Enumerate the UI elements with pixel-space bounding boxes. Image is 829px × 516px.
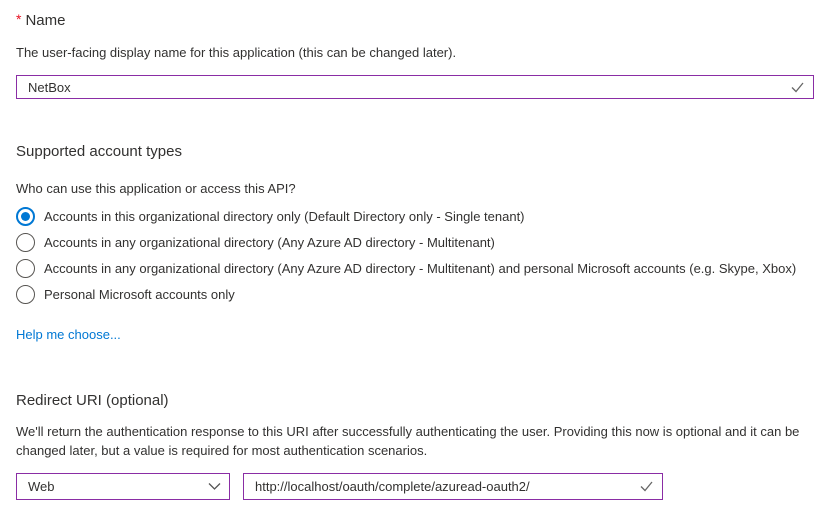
radio-label: Personal Microsoft accounts only [44, 286, 235, 302]
radio-button-selected-icon [16, 207, 35, 226]
redirect-uri-input-value: http://localhost/oauth/complete/azuread-oauth2/ [255, 479, 530, 494]
radio-option-multitenant-personal[interactable] [16, 255, 796, 281]
redirect-uri-input[interactable] [243, 473, 663, 500]
check-icon [639, 480, 654, 493]
chevron-down-icon [208, 482, 221, 491]
redirect-uri-description: We'll return the authentication response to this URI after successfully authenticating the user. Providing this now is optional and it can be changed later, but a value is required for most authentication scenarios. [16, 424, 800, 458]
required-asterisk: * [16, 11, 22, 27]
radio-button-icon [16, 285, 35, 304]
radio-option-multitenant[interactable] [16, 229, 495, 255]
help-me-choose-link[interactable]: Help me choose... [16, 327, 121, 342]
radio-button-icon [16, 259, 35, 278]
check-icon [790, 81, 805, 94]
radio-label: Accounts in any organizational directory (Any Azure AD directory - Multitenant) and personal Microsoft accounts (e.g. Skype, Xbox) [44, 260, 797, 276]
radio-option-single-tenant[interactable] [16, 203, 525, 229]
name-input-value: NetBox [28, 79, 71, 95]
redirect-uri-title: Redirect URI (optional) [16, 392, 169, 409]
name-input[interactable] [16, 75, 814, 99]
platform-dropdown[interactable] [16, 473, 230, 500]
radio-label: Accounts in this organizational directory only (Default Directory only - Single tenant) [44, 208, 525, 224]
name-section-title [16, 10, 65, 31]
account-types-question: Who can use this application or access this API? [16, 181, 296, 196]
platform-dropdown-value: Web [28, 479, 55, 494]
radio-label: Accounts in any organizational directory (Any Azure AD directory - Multitenant) [44, 234, 495, 250]
radio-button-icon [16, 233, 35, 252]
name-description: The user-facing display name for this application (this can be changed later). [16, 45, 457, 60]
radio-option-personal-only[interactable] [16, 281, 235, 307]
account-types-title: Supported account types [16, 143, 182, 160]
name-title-text: Name [25, 12, 66, 29]
